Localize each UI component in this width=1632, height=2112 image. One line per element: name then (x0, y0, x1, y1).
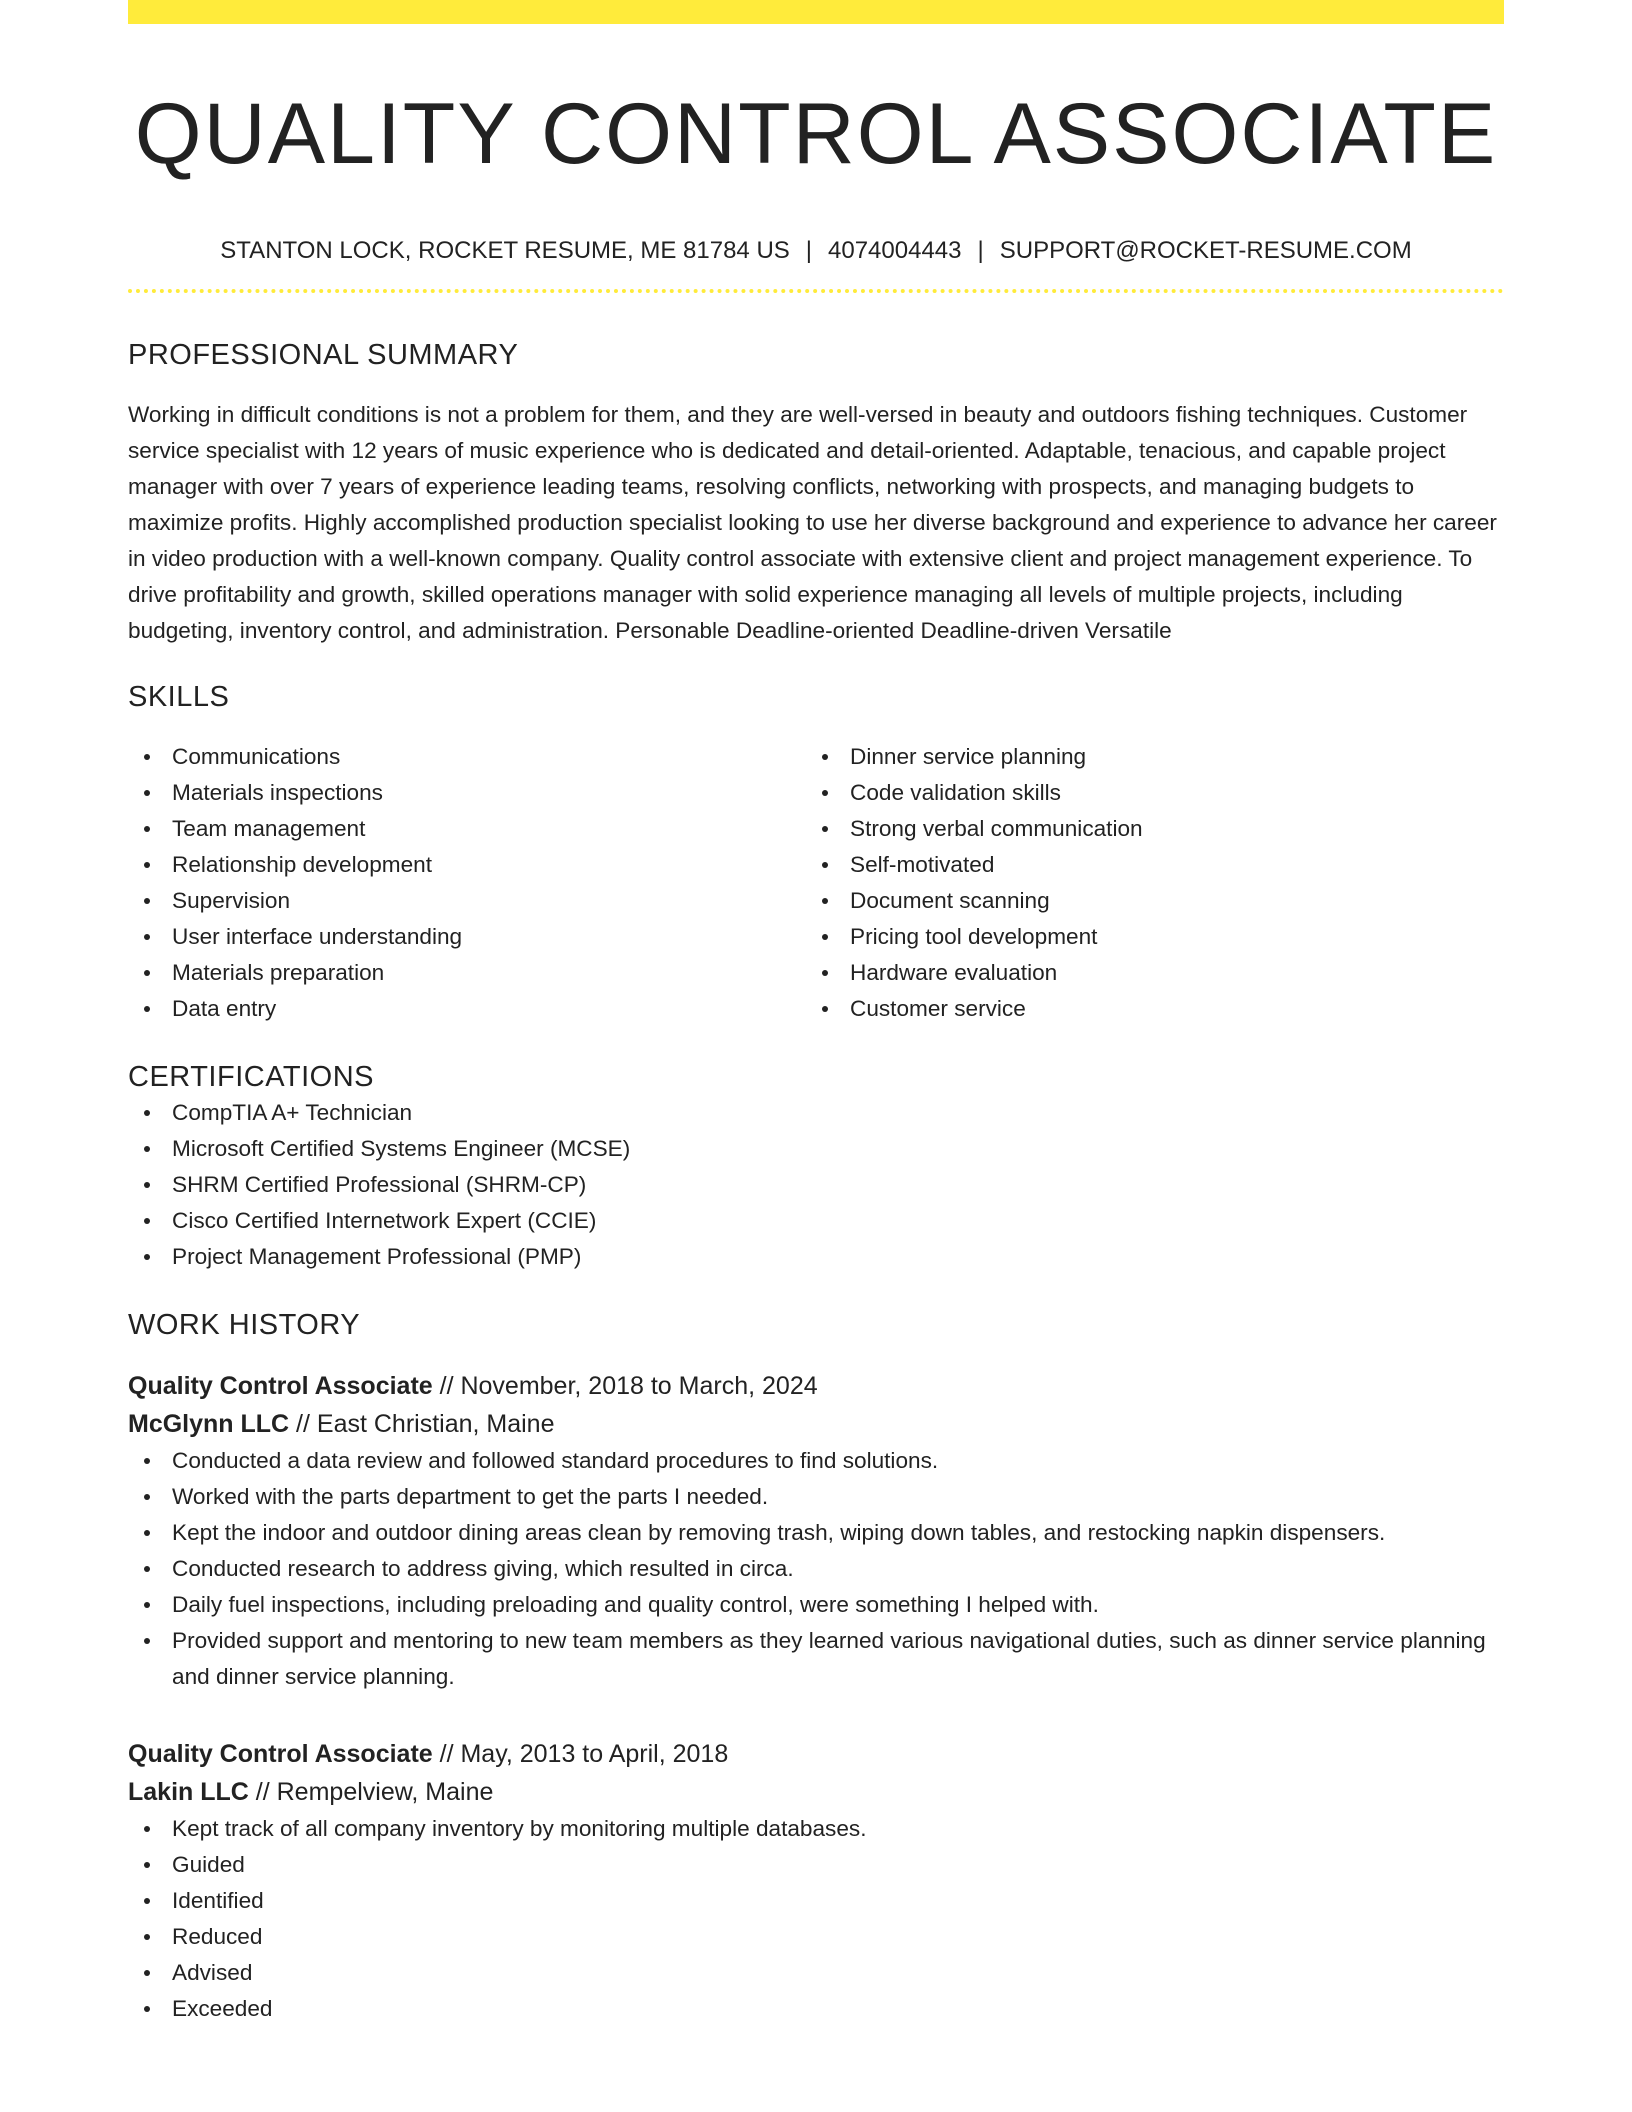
header-divider (128, 289, 1504, 293)
skill-item: Team management (128, 811, 806, 847)
resume-page (128, 0, 1504, 2027)
skill-item: Code validation skills (806, 775, 1484, 811)
job-entry (128, 1367, 1504, 1695)
skill-item: Communications (128, 739, 806, 775)
skill-item: Customer service (806, 991, 1484, 1027)
skill-item: Pricing tool development (806, 919, 1484, 955)
skill-item: Data entry (128, 991, 806, 1027)
top-accent-bar (128, 0, 1504, 24)
contact-line (128, 235, 1504, 267)
job-location: // Rempelview, Maine (248, 1778, 494, 1806)
job-duty-item: Reduced (128, 1919, 1504, 1955)
job-duty-item: Identified (128, 1883, 1504, 1919)
skill-item: Relationship development (128, 847, 806, 883)
skills-heading: SKILLS (128, 681, 230, 713)
work-history-heading: WORK HISTORY (128, 1309, 361, 1341)
job-company-line (128, 1773, 1504, 1811)
skill-item: Document scanning (806, 883, 1484, 919)
job-duty-item: Worked with the parts department to get the parts I needed. (128, 1479, 1504, 1515)
skill-item: Materials preparation (128, 955, 806, 991)
job-duty-item: Advised (128, 1955, 1504, 1991)
skill-item: Self-motivated (806, 847, 1484, 883)
job-role-line (128, 1367, 1504, 1405)
job-role: Quality Control Associate (128, 1740, 433, 1768)
job-company: McGlynn LLC (128, 1410, 290, 1438)
skills-columns (128, 739, 1504, 1027)
job-dates: // November, 2018 to March, 2024 (432, 1372, 818, 1400)
job-duty-item: Conducted research to address giving, which resulted in circa. (128, 1551, 1504, 1587)
certification-item: Cisco Certified Internetwork Expert (CCIE) (128, 1203, 1504, 1239)
job-duty-item: Conducted a data review and followed standard procedures to find solutions. (128, 1443, 1504, 1479)
job-dates: // May, 2013 to April, 2018 (432, 1740, 729, 1768)
job-location: // East Christian, Maine (289, 1410, 555, 1438)
summary-heading: PROFESSIONAL SUMMARY (128, 339, 519, 371)
certification-item: SHRM Certified Professional (SHRM-CP) (128, 1167, 1504, 1203)
job-duty-item: Kept track of all company inventory by monitoring multiple databases. (128, 1811, 1504, 1847)
skill-item: Supervision (128, 883, 806, 919)
contact-address: STANTON LOCK, ROCKET RESUME, ME 81784 US (220, 237, 790, 264)
job-duties-list (128, 1443, 1504, 1695)
job-duty-item: Daily fuel inspections, including preloading and quality control, were something I helped with. (128, 1587, 1504, 1623)
certification-item: Microsoft Certified Systems Engineer (MCSE) (128, 1131, 1504, 1167)
contact-phone: 4074004443 (828, 237, 962, 264)
job-role: Quality Control Associate (128, 1372, 433, 1400)
skill-item: Materials inspections (128, 775, 806, 811)
skill-item: User interface understanding (128, 919, 806, 955)
contact-email: SUPPORT@ROCKET-RESUME.COM (999, 237, 1412, 264)
job-duties-list (128, 1811, 1504, 2027)
certifications-heading: CERTIFICATIONS (128, 1061, 374, 1093)
contact-separator: | (805, 237, 813, 264)
job-duty-item: Kept the indoor and outdoor dining areas clean by removing trash, wiping down tables, and restocking napkin dispensers. (128, 1515, 1504, 1551)
certifications-list (128, 1095, 1504, 1275)
job-entry (128, 1735, 1504, 2027)
job-duty-item: Exceeded (128, 1991, 1504, 2027)
skills-list-left (128, 739, 806, 1027)
job-company-line (128, 1405, 1504, 1443)
skill-item: Dinner service planning (806, 739, 1484, 775)
summary-text: Working in difficult conditions is not a problem for them, and they are well-versed in beauty and outdoors fishing techniques. Customer service specialist with 12 years of music experience who is dedicated and detail-oriented. Adaptable, tenacious, and capable project manager with over 7 years of experience leading teams, resolving conflicts, networking with prospects, and managing budgets to maximize profits. Highly accomplished production specialist looking to use her diverse background and experience to advance her career in video production with a well-known company. Quality control associate with extensive client and project management experience. To drive profitability and growth, skilled operations manager with solid experience managing all levels of multiple projects, including budgeting, inventory control, and administration. Personable Deadline-oriented Deadline-driven Versatile (128, 402, 1497, 643)
contact-separator: | (977, 237, 984, 264)
certification-item: CompTIA A+ Technician (128, 1095, 1504, 1131)
job-role-line (128, 1735, 1504, 1773)
skill-item: Hardware evaluation (806, 955, 1484, 991)
job-company: Lakin LLC (128, 1778, 249, 1806)
job-duty-item: Guided (128, 1847, 1504, 1883)
skill-item: Strong verbal communication (806, 811, 1484, 847)
resume-title: QUALITY CONTROL ASSOCIATE (134, 86, 1498, 182)
job-duty-item: Provided support and mentoring to new team members as they learned various navigational duties, such as dinner service planning and dinner service planning. (128, 1623, 1504, 1695)
skills-list-right (806, 739, 1484, 1027)
certification-item: Project Management Professional (PMP) (128, 1239, 1504, 1275)
